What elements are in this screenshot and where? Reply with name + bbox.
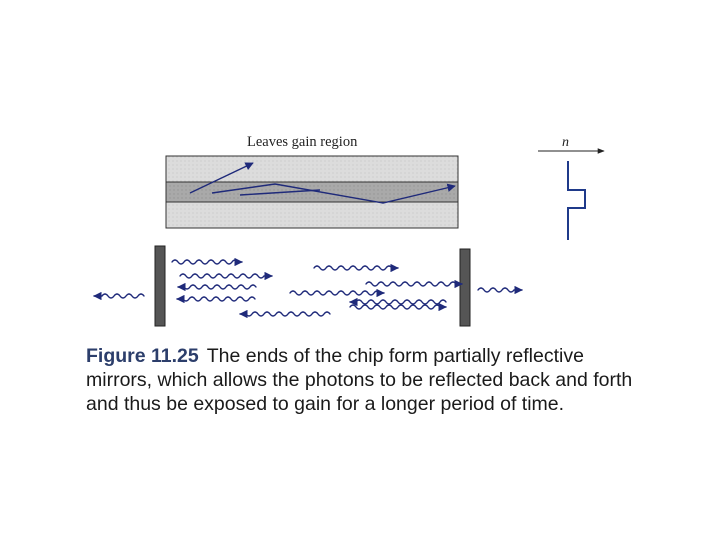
figure-label: Figure 11.25 bbox=[86, 345, 199, 367]
waveguide bbox=[166, 156, 458, 228]
index-label: n bbox=[562, 135, 569, 150]
figure-caption bbox=[86, 344, 646, 416]
photon-left-1 bbox=[178, 285, 256, 289]
upper-cladding bbox=[166, 156, 458, 182]
photon-left-out bbox=[94, 294, 144, 298]
photon-right-out bbox=[478, 288, 522, 292]
index-profile bbox=[538, 135, 604, 240]
photon-right-3 bbox=[314, 266, 398, 270]
lower-cladding bbox=[166, 202, 458, 228]
caption-text: The ends of the chip form partially reflective mirrors, which allows the photons to be reflected back and forth and thus be exposed to gain for a longer period of time. bbox=[86, 345, 633, 415]
photon-right-2 bbox=[180, 274, 272, 278]
gain-region-label: Leaves gain region bbox=[247, 134, 358, 150]
index-step-profile bbox=[568, 161, 585, 240]
photon-right-4 bbox=[366, 282, 462, 286]
photon-right-6 bbox=[350, 305, 446, 309]
photon-left-4 bbox=[350, 300, 446, 304]
photon-left-3 bbox=[240, 312, 330, 316]
active-layer bbox=[166, 182, 458, 202]
right-mirror bbox=[460, 249, 470, 326]
photon-right-1 bbox=[172, 260, 242, 264]
photon-right-5 bbox=[290, 291, 384, 295]
photon-left-2 bbox=[177, 297, 255, 301]
left-mirror bbox=[155, 246, 165, 326]
